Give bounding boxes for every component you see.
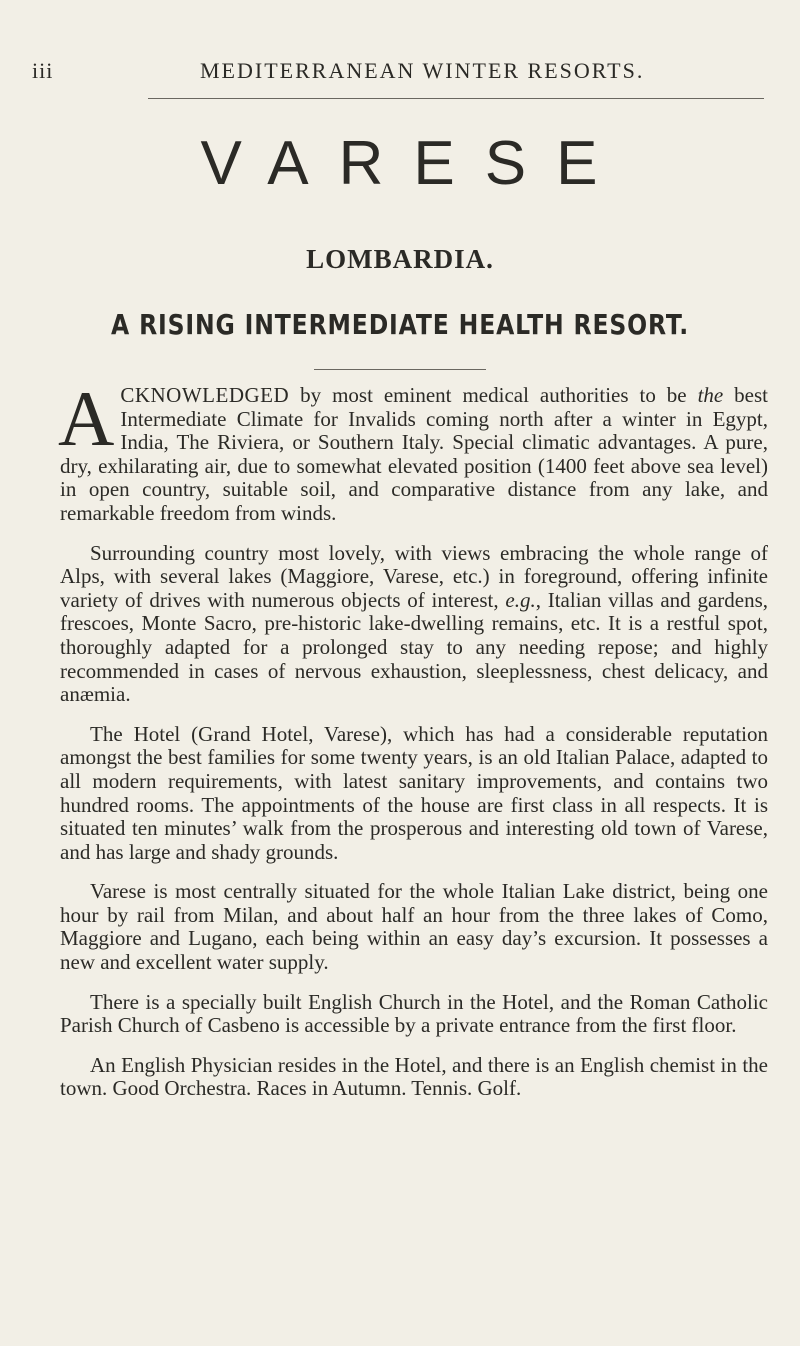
header-rule: [148, 98, 764, 99]
paragraph-climate: [58, 375, 769, 526]
page-title: VARESE: [200, 129, 628, 198]
paragraph-location: Varese is most centrally situated for the whole Italian Lake district, being one hour by rail from Milan, and about half an hour from the three lakes of Como, Maggiore and Lugano, each being within an easy day’s excursion. It possesses a new and excellent water supply.: [60, 879, 768, 975]
paragraph-text: Surrounding country most lovely, with views embracing the whole range of Alps, with several lakes (Maggiore, Varese, etc.) in foreground, offering infinite variety of drives with numerous objects of interest,: [60, 540, 768, 612]
paragraph-surroundings: [60, 542, 768, 707]
paragraph-hotel: The Hotel (Grand Hotel, Varese), which has had a considerable reputation amongst the best families for some twenty years, is an old Italian Palace, adapted to all modern requirements, with latest sanitary improvements, and contains two hundred rooms. The appointments of the house are first class in all respects. It is situated ten minutes’ walk from the prosperous and interesting old town of Varese, and has large and shady grounds.: [60, 721, 768, 864]
paragraph-amenities: An English Physician resides in the Hotel, and there is an English chemist in the town. Good Orchestra. Races in Autumn. Tennis. Golf.: [60, 1052, 768, 1101]
emphasis: the: [697, 383, 724, 407]
section-divider: [314, 369, 486, 370]
paragraph-church: There is a specially built English Church in the Hotel, and the Roman Catholic Parish Church of Casbeno is accessible by a private entrance from the first floor.: [60, 989, 768, 1038]
running-header: [32, 52, 760, 82]
running-title: MEDITERRANEAN WINTER RESORTS.: [200, 58, 645, 83]
emphasis: e.g.: [505, 587, 536, 612]
paragraph-text: , Italian villas and gardens, frescoes, Monte Sacro, pre-historic lake-dwelling remains, etc. It is a restful spot, thoroughly adapted for a prolonged stay to any needing repose; and highly recommended in cases of nervous exhaustion, sleeplessness, chest delicacy, and anæmia.: [60, 587, 768, 707]
drop-cap: A: [58, 375, 115, 462]
page-number: iii: [32, 58, 54, 83]
paragraph-text: by most eminent medical authorities to be: [289, 383, 698, 407]
tagline: A RISING INTERMEDIATE HEALTH RESORT.: [111, 308, 689, 341]
paragraph-text: best Intermediate Climate for Invalids coming north after a winter in Egypt, India, The Riviera, or Southern Italy. Special climatic advantages. A pure, dry, exhilarating air, due to somewhat elevated position (1400 feet above sea level) in open country, suitable soil, and comparative distance from any lake, and remarkable freedom from winds.: [60, 383, 769, 525]
article-body: [58, 375, 769, 1117]
lead-word: CKNOWLEDGED: [120, 383, 290, 407]
region-subtitle: LOMBARDIA.: [306, 244, 494, 274]
